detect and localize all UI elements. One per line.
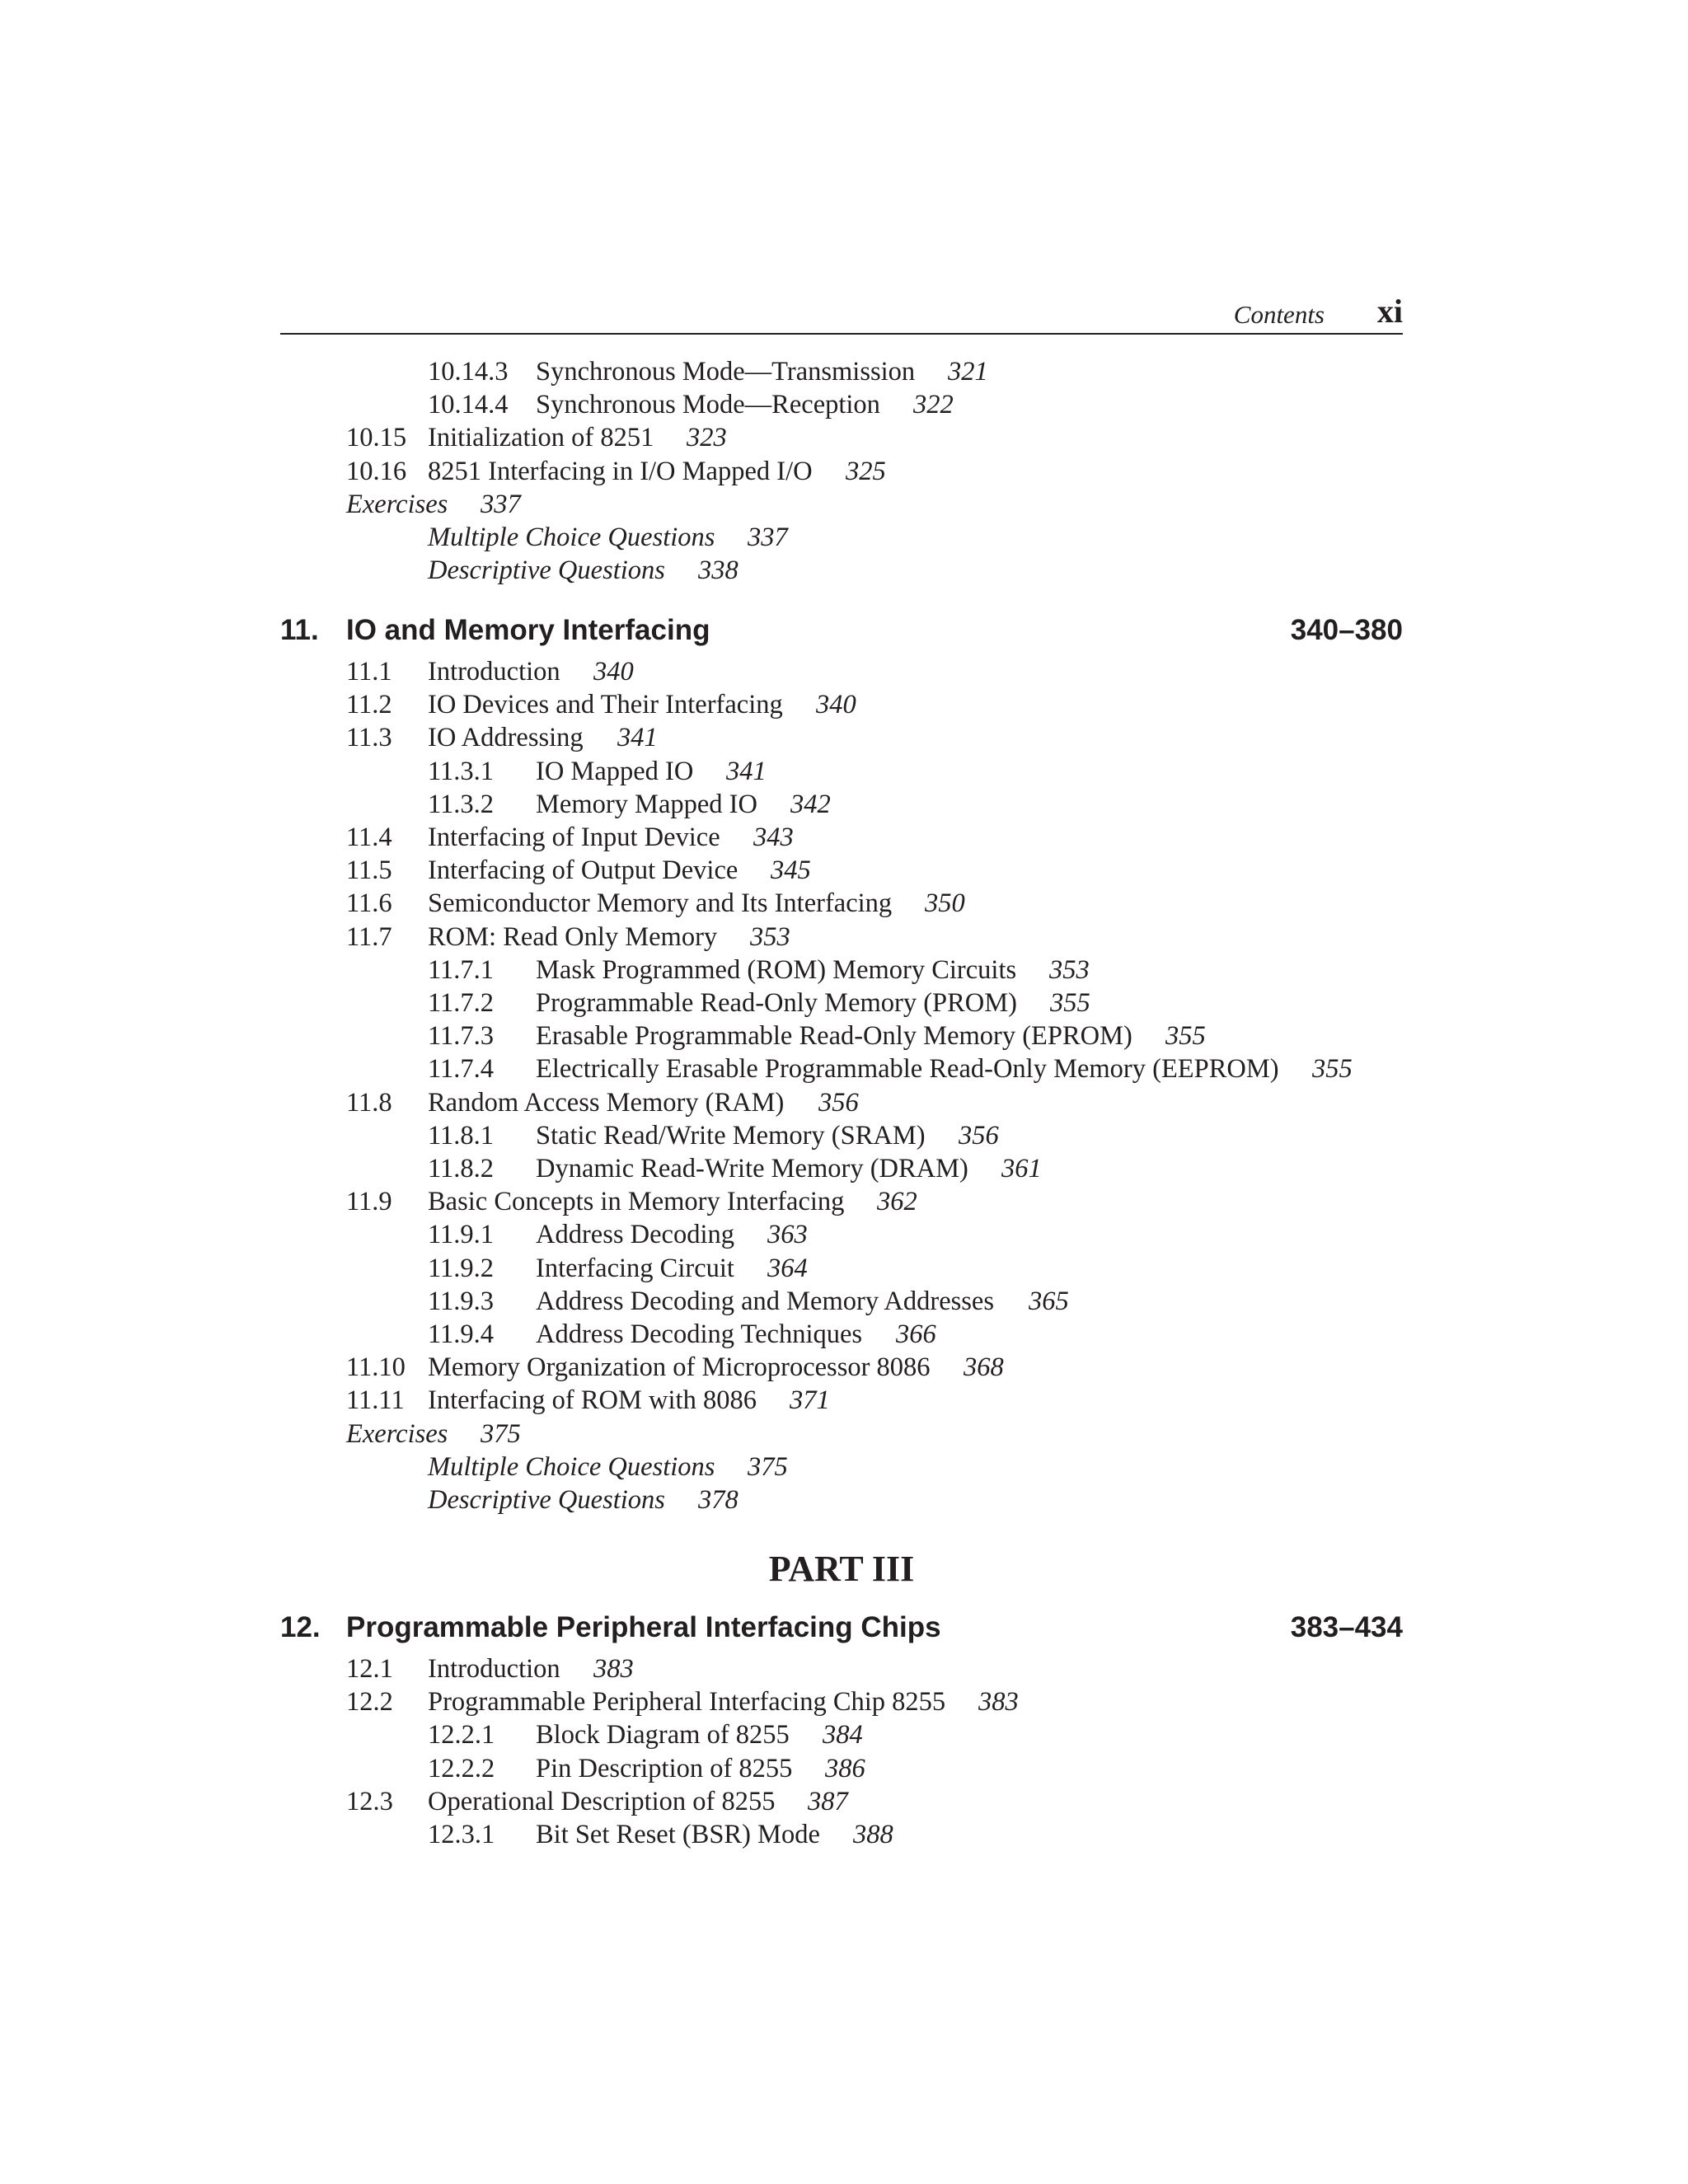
page-number-ref: 355 [1312, 1054, 1353, 1085]
chapter-number: 12. [280, 1611, 321, 1643]
section-title: Programmable Read-Only Memory (PROM) [536, 988, 1018, 1018]
section-number: 11.3.1 [428, 756, 495, 786]
section-title: Descriptive Questions [428, 555, 665, 586]
page-number-ref: 325 [846, 456, 886, 486]
section-number: 10.14.3 [428, 357, 509, 387]
table-of-contents [280, 0, 1403, 2184]
page-number-ref: 363 [767, 1220, 808, 1250]
section-number: 12.2.1 [428, 1720, 495, 1750]
section-number: 11.8.2 [428, 1154, 495, 1183]
section-title: Electrically Erasable Programmable Read-Only Memory (EEPROM) [536, 1054, 1279, 1085]
section-number: 10.15 [346, 423, 407, 453]
chapter-page-range: 383–434 [1290, 1611, 1403, 1643]
section-title: Interfacing of Input Device [428, 823, 720, 852]
page-number-ref: 353 [1049, 954, 1090, 985]
section-number: 11.9 [346, 1187, 392, 1217]
section-number: 12.2.2 [428, 1753, 495, 1783]
section-title: Multiple Choice Questions [428, 523, 715, 552]
page-number-ref: 378 [698, 1485, 738, 1515]
section-number: 11.7.2 [428, 988, 495, 1018]
section-number: 10.16 [346, 456, 407, 486]
section-number: 11.8 [346, 1087, 392, 1118]
page-number-ref: 338 [698, 555, 738, 586]
section-number: 11.4 [346, 823, 392, 852]
section-title: Programmable Peripheral Interfacing Chip 8255 [428, 1687, 946, 1718]
section-number: 11.7.4 [428, 1054, 495, 1085]
page-number-ref: 388 [853, 1820, 893, 1849]
page-number-ref: 356 [959, 1120, 999, 1151]
section-title: Initialization of 8251 [428, 423, 654, 453]
section-number: 11.9.2 [428, 1253, 495, 1283]
section-title: Basic Concepts in Memory Interfacing [428, 1187, 845, 1217]
section-title: Erasable Programmable Read-Only Memory (EPROM) [536, 1021, 1132, 1052]
section-number: 10.14.4 [428, 390, 509, 420]
section-title: Multiple Choice Questions [428, 1451, 715, 1482]
page-number-ref: 350 [925, 888, 965, 919]
section-title: Address Decoding [536, 1220, 734, 1250]
page-number-ref: 337 [481, 489, 521, 519]
chapter-number: 11. [280, 614, 319, 646]
section-title: Interfacing of ROM with 8086 [428, 1385, 757, 1416]
section-number: 11.7.1 [428, 954, 495, 985]
page-number-ref: 322 [913, 390, 954, 420]
section-title: Synchronous Mode—Reception [536, 390, 880, 420]
section-number: 11.9.4 [428, 1319, 495, 1349]
section-title: Pin Description of 8255 [536, 1753, 793, 1783]
page-number-ref: 386 [825, 1753, 865, 1783]
running-title: Contents [1233, 300, 1325, 329]
page-number-ref: 383 [593, 1654, 634, 1684]
section-number: 12.2 [346, 1687, 393, 1718]
section-title: IO Devices and Their Interfacing [428, 690, 783, 720]
page-number-ref: 341 [617, 723, 658, 753]
page-number-ref: 375 [481, 1418, 521, 1449]
section-title: Memory Mapped IO [536, 789, 757, 819]
section-title: Introduction [428, 657, 560, 687]
section-number: 11.11 [346, 1385, 405, 1416]
section-number: 11.3 [346, 723, 392, 753]
section-number: 11.7.3 [428, 1021, 495, 1052]
page-number-ref: 384 [823, 1720, 863, 1750]
section-number: 11.8.1 [428, 1120, 495, 1151]
page-number: xi [1376, 293, 1403, 330]
section-title: Interfacing Circuit [536, 1253, 734, 1283]
chapter-page-range: 340–380 [1290, 614, 1403, 646]
section-title: Descriptive Questions [428, 1485, 665, 1515]
section-number: 12.3.1 [428, 1820, 495, 1849]
section-title: Exercises [346, 489, 448, 519]
page-number-ref: 345 [771, 855, 811, 886]
page-number-ref: 340 [816, 690, 856, 720]
page-number-ref: 387 [808, 1786, 848, 1816]
section-title: Bit Set Reset (BSR) Mode [536, 1820, 820, 1849]
section-title: Memory Organization of Microprocessor 8086 [428, 1352, 931, 1383]
section-title: Address Decoding and Memory Addresses [536, 1286, 995, 1316]
page-number-ref: 323 [687, 423, 727, 453]
section-title: Introduction [428, 1654, 560, 1684]
page-number-ref: 361 [1001, 1154, 1042, 1183]
section-number: 11.5 [346, 855, 392, 886]
page-number-ref: 364 [767, 1253, 808, 1283]
page-number-ref: 341 [726, 756, 767, 786]
page-number-ref: 353 [750, 921, 790, 952]
page-number-ref: 355 [1165, 1021, 1206, 1052]
section-title: Block Diagram of 8255 [536, 1720, 790, 1750]
chapter-12-heading[interactable] [280, 1607, 1403, 1648]
page-number-ref: 342 [790, 789, 831, 819]
page-number-ref: 362 [877, 1187, 917, 1217]
page-number-ref: 321 [948, 357, 988, 387]
section-title: Dynamic Read-Write Memory (DRAM) [536, 1154, 968, 1183]
section-title: ROM: Read Only Memory [428, 921, 718, 952]
page-number-ref: 355 [1050, 988, 1090, 1018]
section-title: Address Decoding Techniques [536, 1319, 863, 1349]
section-title: Mask Programmed (ROM) Memory Circuits [536, 954, 1017, 985]
section-number: 11.10 [346, 1352, 406, 1383]
page-number-ref: 356 [818, 1087, 859, 1118]
section-number: 12.3 [346, 1786, 393, 1816]
section-title: IO Addressing [428, 723, 584, 753]
part-heading: PART III [768, 1549, 915, 1589]
section-title: Static Read/Write Memory (SRAM) [536, 1120, 926, 1151]
page-number-ref: 371 [790, 1385, 830, 1416]
section-title: Operational Description of 8255 [428, 1786, 776, 1816]
section-number: 11.6 [346, 888, 392, 919]
section-title: Synchronous Mode—Transmission [536, 357, 916, 387]
chapter-11-heading[interactable] [280, 610, 1403, 651]
section-title: IO Mapped IO [536, 756, 694, 786]
page-number-ref: 343 [753, 823, 794, 852]
page-number-ref: 337 [748, 523, 788, 552]
page-number-ref: 365 [1029, 1286, 1069, 1316]
section-title: 8251 Interfacing in I/O Mapped I/O [428, 456, 813, 486]
page-number-ref: 366 [896, 1319, 936, 1349]
section-title: Exercises [346, 1418, 448, 1449]
page-number-ref: 375 [748, 1451, 788, 1482]
section-number: 11.2 [346, 690, 392, 720]
section-title: Interfacing of Output Device [428, 855, 738, 886]
section-number: 12.1 [346, 1654, 393, 1684]
section-number: 11.1 [346, 657, 392, 687]
page-number-ref: 340 [593, 657, 634, 687]
section-title: Semiconductor Memory and Its Interfacing [428, 888, 893, 919]
section-number: 11.3.2 [428, 789, 495, 819]
page-number-ref: 383 [978, 1687, 1019, 1718]
section-title: Random Access Memory (RAM) [428, 1087, 785, 1118]
chapter-title: Programmable Peripheral Interfacing Chips [346, 1611, 941, 1643]
page-number-ref: 368 [964, 1352, 1004, 1383]
section-number: 11.9.3 [428, 1286, 495, 1316]
section-number: 11.7 [346, 921, 392, 952]
chapter-title: IO and Memory Interfacing [346, 614, 710, 646]
section-number: 11.9.1 [428, 1220, 495, 1250]
